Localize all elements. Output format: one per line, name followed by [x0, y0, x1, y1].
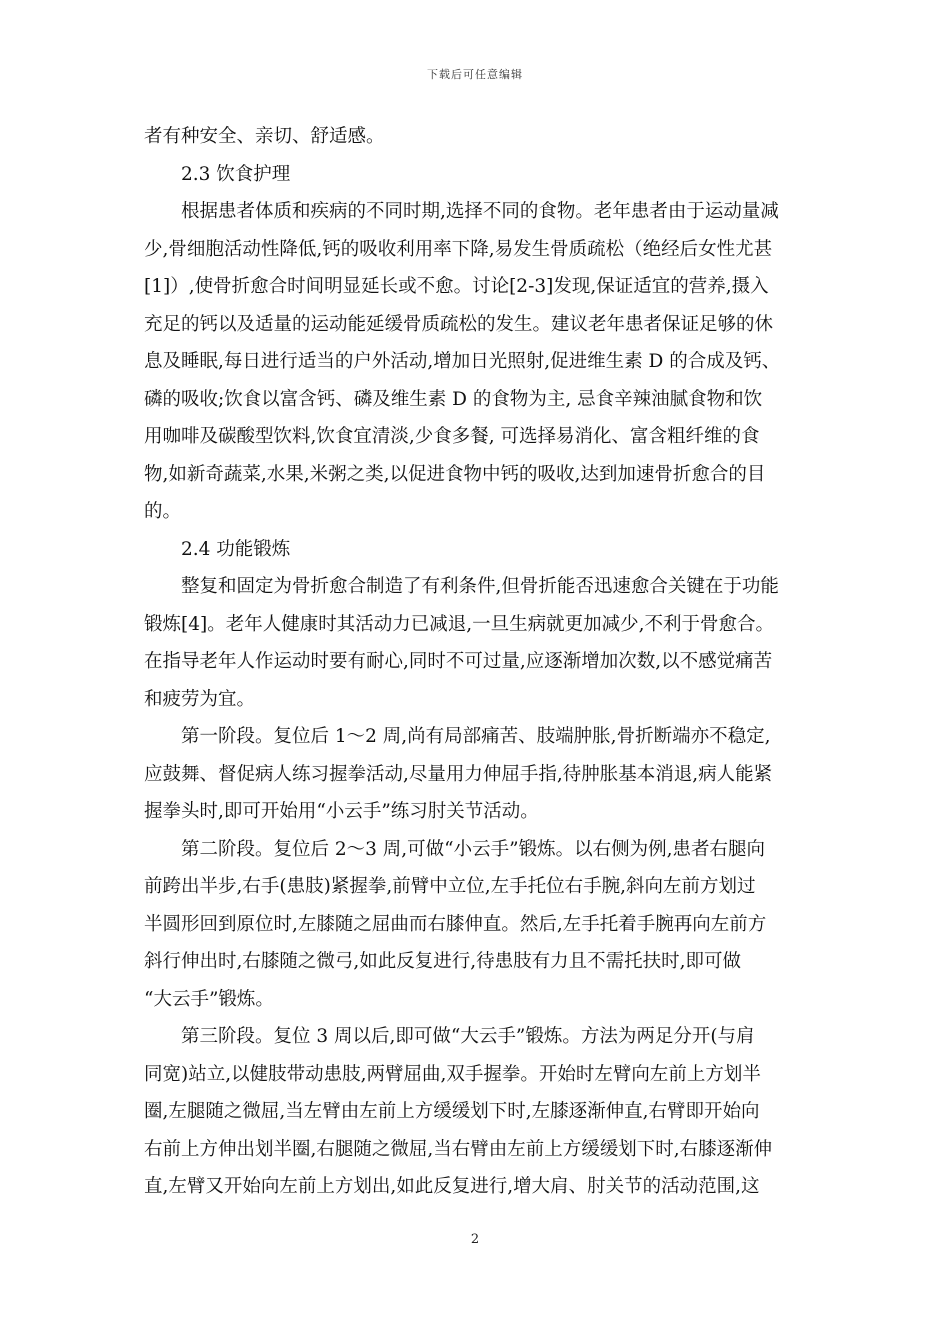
text-line: 物,如新奇蔬菜,水果,米粥之类,以促进食物中钙的吸收,达到加速骨折愈合的目 — [144, 463, 766, 485]
text-line: 第一阶段。复位后 1～2 周,尚有局部痛苦、肢端肿胀,骨折断端亦不稳定, — [181, 726, 771, 747]
text-line: 第三阶段。复位 3 周以后,即可做“大云手”锻炼。方法为两足分开(与肩 — [181, 1026, 755, 1047]
text-line: 半圆形回到原位时,左膝随之屈曲而右膝伸直。然后,左手托着手腕再向左前方 — [144, 913, 767, 935]
text-line: 应鼓舞、督促病人练习握拳活动,尽量用力伸屈手指,待肿胀基本消退,病人能紧 — [144, 763, 773, 785]
text-line: 2.3 饮食护理 — [181, 163, 291, 185]
text-line: 磷的吸收;饮食以富含钙、磷及维生素 D 的食物为主, 忌食辛辣油腻食物和饮 — [144, 388, 763, 410]
text-line: 圈,左腿随之微屈,当左臂由左前上方缓缓划下时,左膝逐渐伸直,右臂即开始向 — [144, 1101, 760, 1122]
text-line: 息及睡眠,每日进行适当的户外活动,增加日光照射,促进维生素 D 的合成及钙、 — [144, 351, 781, 372]
text-line: 2.4 功能锻炼 — [181, 538, 291, 560]
document-body — [144, 118, 809, 1206]
text-line: 右前上方伸出划半圈,右腿随之微屈,当右臂由左前上方缓缓划下时,右膝逐渐伸 — [144, 1138, 773, 1160]
text-line: 前跨出半步,右手(患肢)紧握拳,前臂中立位,左手托位右手腕,斜向左前方划过 — [144, 876, 756, 897]
text-line: 锻炼[4]。老年人健康时其活动力已减退,一旦生病就更加减少,不利于骨愈合。 — [144, 613, 774, 635]
text-line: 第二阶段。复位后 2～3 周,可做“小云手”锻炼。以右侧为例,患者右腿向 — [181, 838, 765, 860]
text-line: 的。 — [144, 501, 182, 522]
text-line: 和疲劳为宜。 — [144, 688, 256, 710]
text-line: 整复和固定为骨折愈合制造了有利条件,但骨折能否迅速愈合关键在于功能 — [181, 576, 779, 597]
text-line: 用咖啡及碳酸型饮料,饮食宜清淡,少食多餐, 可选择易消化、富含粗纤维的食 — [144, 426, 760, 447]
text-line: 根据患者体质和疾病的不同时期,选择不同的食物。老年患者由于运动量减 — [181, 201, 779, 222]
text-line: 者有种安全、亲切、舒适感。 — [144, 126, 385, 147]
page-number: 2 — [470, 1232, 480, 1247]
text-line: 同宽)站立,以健肢带动患肢,两臂屈曲,双手握拳。开始时左臂向左前上方划半 — [144, 1063, 761, 1085]
text-line: [1]）,使骨折愈合时间明显延长或不愈。讨论[2-3]发现,保证适宜的营养,摄入 — [144, 276, 769, 297]
text-line: 直,左臂又开始向左前上方划出,如此反复进行,增大肩、肘关节的活动范围,这 — [144, 1176, 760, 1197]
text-line: “大云手”锻炼。 — [144, 988, 274, 1010]
text-line: 少,骨细胞活动性降低,钙的吸收利用率下降,易发生骨质疏松（绝经后女性尤甚 — [144, 238, 773, 260]
text-line: 在指导老年人作运动时要有耐心,同时不可过量,应逐渐增加次数,以不感觉痛苦 — [144, 651, 773, 672]
page-header: 下载后可任意编辑 — [427, 68, 523, 81]
text-line: 握拳头时,即可开始用“小云手”练习肘关节活动。 — [144, 801, 539, 822]
text-line: 斜行伸出时,右膝随之微弓,如此反复进行,待患肢有力且不需托扶时,即可做 — [144, 951, 742, 972]
text-line: 充足的钙以及适量的运动能延缓骨质疏松的发生。建议老年患者保证足够的休 — [144, 313, 774, 335]
